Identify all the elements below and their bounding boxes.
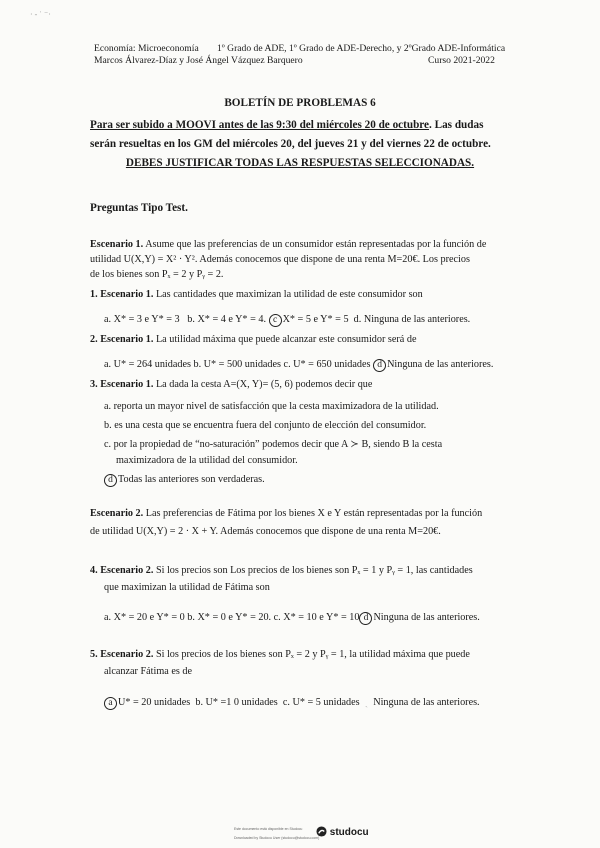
scenario1-text1: Asume que las preferencias de un consumidor están representadas por la función de <box>145 239 487 250</box>
q2-stem <box>90 334 416 345</box>
q4-options <box>104 612 480 625</box>
q1-option-d: d. Ninguna de las anteriores. <box>353 314 471 325</box>
q3-option-d <box>104 474 265 487</box>
q1-option-c: X* = 5 e Y* = 5 <box>282 314 349 325</box>
scenario1-line1 <box>90 239 486 250</box>
q4-stem-line2: que maximizan la utilidad de Fátima son <box>104 582 270 593</box>
q3-option-b: b. es una cesta que se encuentra fuera del conjunto de elección del consumidor. <box>104 420 427 431</box>
scenario1-line2: utilidad U(X,Y) = X² · Y². Además conocemos que dispone de una renta M=20€. Los precios <box>90 254 470 265</box>
q3-option-c-line2: maximizadora de la utilidad del consumidor. <box>116 455 298 466</box>
studocu-brand: studocu <box>329 827 369 838</box>
scenario1-label: Escenario 1. <box>90 239 144 250</box>
q5-smudge: ˏ <box>359 697 374 708</box>
q2-circled-answer: d <box>373 359 386 372</box>
deadline-rest: . Las dudas <box>429 119 484 131</box>
q5-circled-answer: a <box>104 697 117 710</box>
q4-label: 4. Escenario 2. <box>90 565 154 576</box>
q5-text: Si los precios de los bienes son Pₓ = 2 y Pᵧ = 1, la utilidad máxima que puede <box>155 649 470 660</box>
q3-text: La dada la cesta A=(X, Y)= (5, 6) podemos decir que <box>155 379 373 390</box>
studocu-logo-icon <box>316 826 327 837</box>
q1-option-b: b. X* = 4 e Y* = 4. <box>187 314 267 325</box>
header-course: Economía: Microeconomía <box>94 43 199 54</box>
q1-label: 1. Escenario 1. <box>90 289 154 300</box>
header-year: Curso 2021-2022 <box>428 55 495 66</box>
q2-label: 2. Escenario 1. <box>90 334 154 345</box>
q3-label: 3. Escenario 1. <box>90 379 154 390</box>
q3-option-d-text: Todas las anteriores son verdaderas. <box>118 474 265 485</box>
q2-options <box>104 359 493 372</box>
q5-option-c: c. U* = 5 unidades <box>282 697 360 708</box>
scenario2-text1: Las preferencias de Fátima por los bienes X e Y están representadas por la función <box>145 508 483 519</box>
q3-option-c-line1: c. por la propiedad de “no-saturación” podemos decir que A ≻ B, siendo B la cesta <box>104 439 443 450</box>
q3-option-a: a. reporta un mayor nivel de satisfacción que la cesta maximizadora de la utilidad. <box>104 401 439 412</box>
q2-options-text: a. U* = 264 unidades b. U* = 500 unidades c. U* = 650 unidades <box>104 359 371 370</box>
studocu-logo <box>316 826 369 838</box>
q4-option-d: Ninguna de las anteriores. <box>373 612 480 623</box>
q4-options-text: a. X* = 20 e Y* = 0 b. X* = 0 e Y* = 20. c. X* = 10 e Y* = 10 <box>104 612 360 623</box>
q4-circled-answer: d <box>359 612 372 625</box>
deadline-line-1 <box>90 119 483 131</box>
q1-text: Las cantidades que maximizan la utilidad de este consumidor son <box>155 289 423 300</box>
q5-stem <box>90 649 470 660</box>
scenario2-line1 <box>90 508 482 519</box>
pencil-scribble: · - ˈ ⁻· <box>30 10 51 19</box>
q1-stem <box>90 289 423 300</box>
q5-label: 5. Escenario 2. <box>90 649 154 660</box>
q5-option-a: U* = 20 unidades <box>118 697 191 708</box>
deadline-underlined: Para ser subido a MOOVI antes de las 9:30 del miércoles 20 de octubre <box>90 119 430 131</box>
q4-stem <box>90 565 473 576</box>
q2-option-d: Ninguna de las anteriores. <box>387 359 494 370</box>
q3-stem <box>90 379 372 390</box>
justify-instruction: DEBES JUSTIFICAR TODAS LAS RESPUESTAS SELECCIONADAS. <box>125 157 475 169</box>
scenario2-line2: de utilidad U(X,Y) = 2 · X + Y. Además conocemos que dispone de una renta M=20€. <box>90 526 441 537</box>
q5-option-b: b. U* =1 0 unidades <box>195 697 278 708</box>
q2-text: La utilidad máxima que puede alcanzar este consumidor será de <box>155 334 417 345</box>
q1-options <box>104 314 470 327</box>
footer-available: Este documento está disponible en Studocu <box>234 827 303 831</box>
q5-stem-line2: alcanzar Fátima es de <box>104 666 192 677</box>
section-title: Preguntas Tipo Test. <box>90 202 188 214</box>
deadline-line-2: serán resueltas en los GM del miércoles 20, del jueves 21 y del viernes 22 de octubre. <box>90 138 491 150</box>
header-degrees: 1º Grado de ADE, 1º Grado de ADE-Derecho, y 2ºGrado ADE-Informática <box>217 43 506 54</box>
page-title: BOLETÍN DE PROBLEMAS 6 <box>224 97 376 109</box>
scenario2-label: Escenario 2. <box>90 508 144 519</box>
footer-downloaded: Downloaded by Studocu User (studocu@studocu.com) <box>234 836 320 840</box>
q5-option-d: Ninguna de las anteriores. <box>373 697 480 708</box>
header-authors: Marcos Álvarez-Díaz y José Ángel Vázquez Barquero <box>94 55 303 66</box>
q5-options <box>104 697 480 710</box>
q1-circled-answer: c <box>269 314 282 327</box>
q4-text: Si los precios son Los precios de los bienes son Pₓ = 1 y Pᵧ = 1, las cantidades <box>155 565 473 576</box>
q1-option-a: a. X* = 3 e Y* = 3 <box>104 314 180 325</box>
q3-circled-answer: d <box>104 474 117 487</box>
scenario1-line3: de los bienes son Pₓ = 2 y Pᵧ = 2. <box>90 269 224 280</box>
